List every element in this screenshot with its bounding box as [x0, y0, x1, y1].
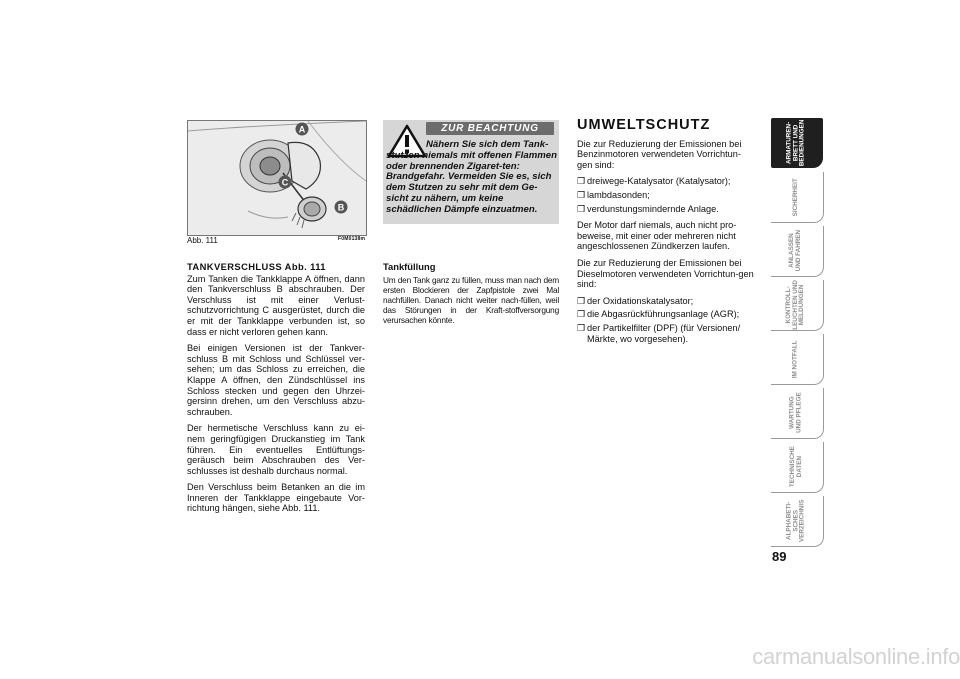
tab-label: SICHERHEIT	[791, 177, 799, 217]
section-heading-refuelling: Tankfüllung	[383, 261, 436, 272]
list-item: ❒ verdunstungsmindernde Anlage.	[577, 203, 719, 214]
watermark: carmanualsonline.info	[752, 644, 960, 669]
refuelling-text: Um den Tank ganz zu füllen, muss man nach dem ersten Blockieren der Zapfpistole zwei Mal nachfüllen. Danach nicht weiter nach-füllen, weil das Störungen in der Kraft-stoffversorgung verursachen könnte.	[383, 274, 559, 325]
callout-a: A	[298, 124, 306, 135]
paragraph: Bei einigen Versionen ist der Tankver-schluss B mit Schloss und Schlüssel ver-sehen; um das Schloss zu erreichen, die Klappe A öffnen, den Zündschlüssel ins Schloss stecken und gegen den Uhrzei-gersinn drehen, um den Verschluss abzu-schrauben.	[187, 343, 365, 417]
warning-title: ZUR BEACHTUNG	[426, 122, 554, 135]
fuel-cap-illustration	[188, 121, 366, 235]
middle-column	[383, 262, 559, 325]
tab-im-notfall[interactable]	[771, 334, 824, 385]
checkbox-bullet-icon: ❒	[577, 176, 586, 187]
checkbox-bullet-icon: ❒	[577, 322, 586, 333]
tab-verzeichnis[interactable]	[771, 496, 824, 547]
page-number: 89	[772, 549, 787, 564]
tab-label: IM NOTFALL	[791, 340, 799, 378]
checkbox-bullet-icon: ❒	[577, 203, 586, 214]
section-heading-fuel-cap: TANKVERSCHLUSS Abb. 111	[187, 261, 326, 272]
left-column	[187, 262, 365, 520]
checkbox-bullet-icon: ❒	[577, 295, 586, 306]
list-item: ❒ der Oxidationskatalysator;	[577, 295, 694, 306]
tab-label: ARMATUREN- BRETT UND BEDIENUNGEN	[785, 119, 806, 167]
tab-sicherheit[interactable]	[771, 172, 824, 223]
figure-caption: Abb. 111	[187, 236, 218, 245]
page-title: UMWELTSCHUTZ	[577, 117, 711, 133]
tab-technische-daten[interactable]	[771, 442, 824, 493]
right-column	[577, 117, 755, 347]
tab-armaturenbrett[interactable]	[771, 118, 823, 168]
fuel-cap-figure	[187, 120, 367, 236]
tab-label: WARTUNG UND PFLEGE	[788, 392, 802, 434]
figure-code: F0M0138m	[338, 236, 366, 242]
warning-box	[383, 120, 559, 224]
callout-b: B	[337, 202, 345, 213]
tab-anlassen[interactable]	[771, 226, 824, 277]
list-item: ❒ dreiwege-Katalysator (Katalysator);	[577, 176, 731, 187]
checkbox-bullet-icon: ❒	[577, 309, 586, 320]
paragraph: Der hermetische Verschluss kann zu ei-nem geringfügigen Druckanstieg im Tank führen. Ein eventuelles Entlüftungs-geräusch beim Abschrauben des Ver-schlusses ist deshalb durchaus normal.	[187, 423, 365, 476]
tab-wartung[interactable]	[771, 388, 824, 439]
tab-label: TECHNISCHE DATEN	[788, 446, 802, 488]
list-item: ❒ lambdasonden;	[577, 189, 650, 200]
list-item: ❒ die Abgasrückführungsanlage (AGR);	[577, 309, 740, 320]
paragraph: Die zur Reduzierung der Emissionen bei Dieselmotoren verwendeten Vorrichtun-gen sind:	[577, 257, 754, 290]
tab-kontrollleuchten[interactable]	[771, 280, 824, 331]
list-item: ❒ der Partikelfilter (DPF) (für Versionen/ Märkte, wo vorgesehen).	[577, 322, 741, 344]
paragraph: Den Verschluss beim Betanken an die im Inneren der Tankklappe eingebaute Vor-richtung hängen, siehe Abb. 111.	[187, 482, 365, 514]
checkbox-bullet-icon: ❒	[577, 189, 586, 200]
tab-label: ANLASSEN UND FAHREN	[788, 230, 802, 272]
paragraph: Der Motor darf niemals, auch nicht pro-beweise, mit einer oder mehreren nicht angeschlossenen Zündkerzen laufen.	[577, 220, 737, 252]
tab-label: ALPHABETI- SCHES VERZEICHNIS	[785, 499, 806, 543]
callout-c: C	[281, 177, 289, 188]
paragraph: Zum Tanken die Tankklappe A öffnen, dann den Tankverschluss B abschrauben. Der Verschluss ist mit einer Verlust-schutzvorrichtung C ausgerüstet, durch die er mit der Tankklappe verbunden ist, so dass er nicht verloren gehen kann.	[187, 273, 365, 337]
tab-label: KONTROLL- LEUCHTEN UND MELDUNGEN	[785, 280, 806, 330]
warning-text: Nähern Sie sich dem Tank-stutzen niemals mit offenen Flammen oder brennenden Zigaret-ten: Brandgefahr. Vermeiden Sie es, sich dem Stutzen zu sehr mit dem Ge-sicht zu nähern, um keine schädlichen Dämpfe einzuatmen.	[386, 139, 557, 215]
paragraph: Die zur Reduzierung der Emissionen bei Benzinmotoren verwendeten Vorrichtun-gen sind:	[577, 138, 742, 170]
